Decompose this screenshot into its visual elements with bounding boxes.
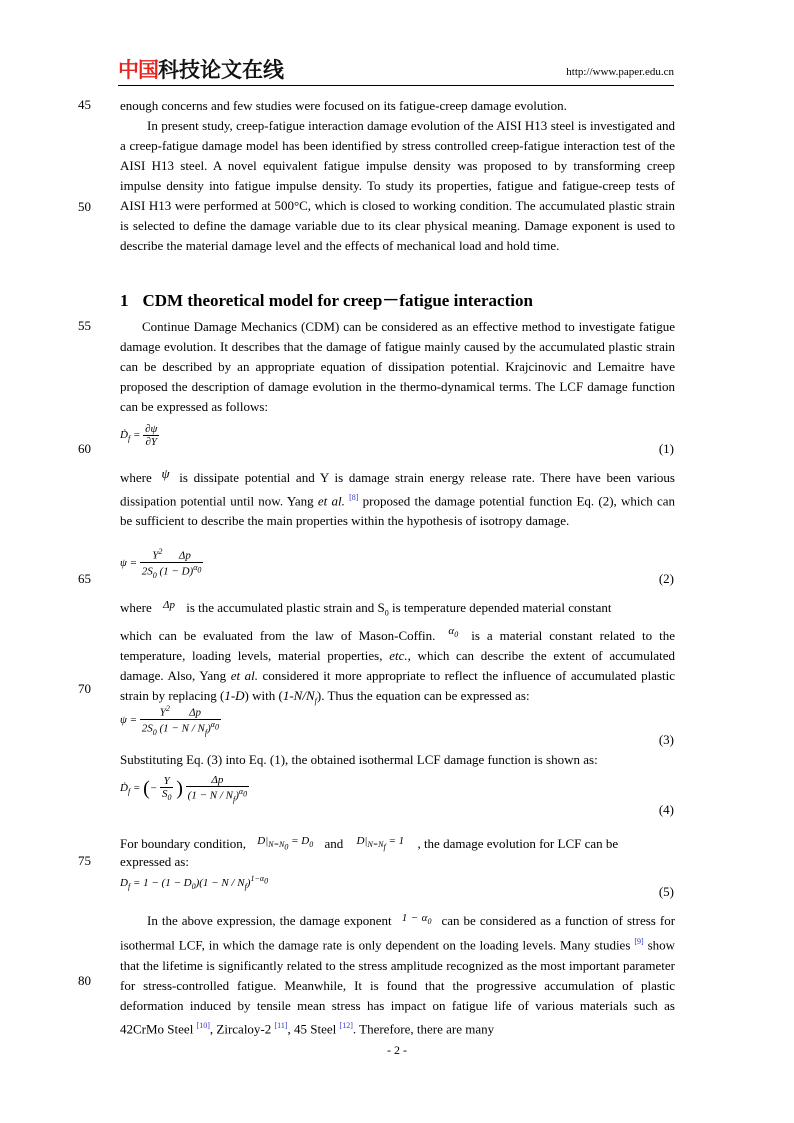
line-number: 50 bbox=[78, 199, 91, 214]
text-span: Continue Damage Mechanics (CDM) can be considered as an effective method to investigate fatigue damage evolution. It describes that the damage of fatigue mainly caused by the accumulated plastic strain can be described by an appropriate equation of dissipation potential. Krajcinovic and Lemaitre have proposed the description of damage evolution in the thermo-dynamical terms. The LCF damage function can be expressed as follows: bbox=[120, 319, 675, 414]
line-number: 75 bbox=[78, 853, 91, 868]
text-span: , which can describe the extent of accumulated damage. Also, Yang bbox=[120, 648, 676, 683]
paragraph-where-psi: where ψ is dissipate potential and Y is damage strain energy release rate. There have been various dissipation potential until now. Yang et al. [8] proposed the damage potential function Eq. (2), which can be sufficient to describe the main properties within the hypothesis of isotropy damage. bbox=[120, 466, 676, 529]
text-span: enough concerns and few studies were focused on its fatigue-creep damage evolution. bbox=[120, 98, 567, 113]
equation-number: (1) bbox=[658, 441, 674, 456]
paragraph-cdm bbox=[120, 317, 675, 417]
line-number: 60 bbox=[78, 441, 91, 456]
paragraph-where-dp-2: which can be evaluated from the law of Mason-Coffin. $^{\alpha_0}$ is a material constant related to the temperature, loading levels, material properties, etc., which can describe the extent of accumulated damage. Also, Yang et al. considered it more appropriate to reflect the influence of accumulated plastic strain by replacing (1-D) with $(1-N/N_f)$. Thus the equation can be expressed as: bbox=[120, 625, 676, 706]
text-span: temperature, loading levels, material properties, bbox=[120, 648, 383, 663]
line-number: 70 bbox=[78, 681, 91, 696]
equation-number: (4) bbox=[658, 802, 674, 817]
equation-4: Ḋ$_f$ = (− $\frac{Y}{S_0}$ ) $\frac{\Delta p}{(1 - N / N_f)^{\alpha_0}}$ bbox=[120, 774, 248, 804]
text-span: where bbox=[120, 470, 152, 485]
text-span: , 45 Steel bbox=[287, 1020, 337, 1036]
text-span: In present study, creep-fatigue interaction damage evolution of the AISI H13 steel is investigated and a creep-fatigue damage model has been identified by stress controlled creep-fatigue interaction test of the AISI H13 steel. A novel equivalent fatigue impulse density was proposed to by transforming creep impulse density into fatigue impulse density. To study its properties, fatigue and fatigue-creep tests of AISI H13 were performed at 500°C, which is closed to working condition. The accumulated plastic strain is selected to define the damage variable due to its clear physical meaning. Damage exponent is used to describe the material damage level and the effects of mechanical load and hold time. bbox=[120, 118, 675, 253]
text-span: considered it more appropriate to reflect the influence of accumulated plastic strain by replacing ( bbox=[120, 668, 676, 703]
header-url[interactable]: http://www.paper.edu.cn bbox=[566, 66, 674, 78]
equation-number: (3) bbox=[658, 732, 674, 747]
paragraph-boundary: For boundary condition, $^{D|_{N=N_0} = D_0}$ and $^{D|_{N=N_f} = 1}$ , the damage evolution for LCF can be bbox=[120, 835, 619, 852]
citation[interactable]: [11] bbox=[274, 1020, 288, 1030]
section-number: 1 bbox=[120, 291, 129, 310]
line-number: 55 bbox=[78, 318, 91, 333]
text-span: . Therefore, there are many bbox=[352, 1020, 495, 1036]
journal-logo bbox=[118, 57, 284, 81]
text-span: , the damage evolution for LCF can be bbox=[417, 836, 619, 851]
text-span: For boundary condition, bbox=[120, 836, 247, 851]
text-span: 1-D bbox=[224, 688, 245, 703]
paragraph-where-dp: where $^{\Delta p}$ is the accumulated plastic strain and $S_0$ is temperature depended material constant bbox=[120, 599, 612, 618]
equation-number: (2) bbox=[658, 571, 674, 586]
section-title: CDM theoretical model for creep－fatigue interaction bbox=[142, 291, 533, 310]
text-span: ). Thus the equation can be expressed as: bbox=[316, 688, 530, 703]
equation-2: ψ = $\frac{Y^2 \Delta p}{2S_0 (1 - D)^{\alpha_0}}$ bbox=[120, 547, 202, 580]
logo-red-text: 中国 bbox=[118, 58, 158, 82]
text-span: et al. bbox=[317, 493, 345, 509]
paragraph-boundary-2 bbox=[120, 852, 675, 872]
paragraph-intro bbox=[120, 116, 675, 256]
text-span: is a material constant related to the bbox=[471, 628, 675, 643]
line-number: 65 bbox=[78, 571, 91, 586]
text-span: expressed as: bbox=[120, 854, 189, 869]
logo-black-text: 科技论文在线 bbox=[158, 58, 284, 82]
text-span: which can be evaluated from the law of Mason-Coffin. bbox=[120, 628, 436, 643]
text-span: Substituting Eq. (3) into Eq. (1), the obtained isothermal LCF damage function is shown as: bbox=[120, 752, 598, 767]
line-number: 80 bbox=[78, 973, 91, 988]
text-span: show that the lifetime is significantly related to the stress amplitude recognized as the most important parameter for stress-controlled fatigue. Meanwhile, It is found that the progressive accumulation of plastic deformation induced by tensile mean stress has impact on fatigue life of various materials such as 42CrMo Steel bbox=[120, 937, 676, 1036]
paragraph-line-45 bbox=[120, 96, 675, 116]
text-span: et al. bbox=[230, 668, 258, 683]
citation[interactable]: [8] bbox=[349, 493, 359, 502]
text-span: 1-N/N bbox=[282, 688, 315, 703]
line-number: 45 bbox=[78, 97, 91, 112]
equation-3: ψ = $\frac{Y^2 \Delta p}{2S_0 (1 - N / N_f)^{\alpha_0}}$ bbox=[120, 704, 219, 737]
citation[interactable]: [12] bbox=[339, 1020, 353, 1030]
paragraph-damage-exponent: In the above expression, the damage exponent $^{1 - \alpha_0}$ can be considered as a function of stress for isothermal LCF, in which the damage rate is only dependent on the loading levels. Many studies [9] show that the lifetime is significantly related to the stress amplitude recognized as the most important parameter for stress-controlled fatigue. Meanwhile, It is found that the progressive accumulation of plastic deformation induced by tensile mean stress has impact on fatigue life of various materials such as 42CrMo Steel [10], Zircaloy-2 [11], 45 Steel [12]. Therefore, there are many bbox=[120, 912, 676, 1036]
equation-number: (5) bbox=[658, 884, 674, 899]
text-span: can be considered as a function of stress for isothermal LCF, in which the damage rate is only dependent on the loading levels. Many studies bbox=[120, 913, 676, 953]
text-span: is the accumulated plastic strain and S bbox=[186, 600, 385, 615]
citation[interactable]: [9] bbox=[634, 937, 644, 947]
section-heading bbox=[120, 286, 533, 311]
text-span: is temperature depended material constant bbox=[392, 600, 612, 615]
text-span: In the above expression, the damage exponent bbox=[147, 913, 392, 928]
equation-5: $D_f = 1 - (1 - D_0)(1 - N / N_f)^{1-\alpha_0}$ bbox=[120, 874, 269, 891]
header-rule bbox=[118, 85, 674, 86]
paragraph-substituting bbox=[120, 750, 675, 770]
text-span: proposed the damage potential function Eq. (2), which can be sufficient to describe the main properties within the hypothesis of isotropy damage. bbox=[120, 493, 676, 529]
text-span: , Zircaloy-2 bbox=[209, 1020, 272, 1036]
text-span: and bbox=[324, 836, 344, 851]
page-number: - 2 - bbox=[387, 1043, 407, 1057]
text-span: is dissipate potential and Y is damage strain energy release rate. There have been various dissipation potential until now. Yang bbox=[120, 470, 675, 509]
text-span: ) with ( bbox=[244, 688, 283, 703]
equation-1: Ḋ$_f$ = $\frac{\partial\psi}{\partial Y}$ bbox=[120, 423, 158, 448]
text-span: etc. bbox=[389, 648, 408, 663]
citation[interactable]: [10] bbox=[196, 1020, 210, 1030]
text-span: where bbox=[120, 600, 152, 615]
